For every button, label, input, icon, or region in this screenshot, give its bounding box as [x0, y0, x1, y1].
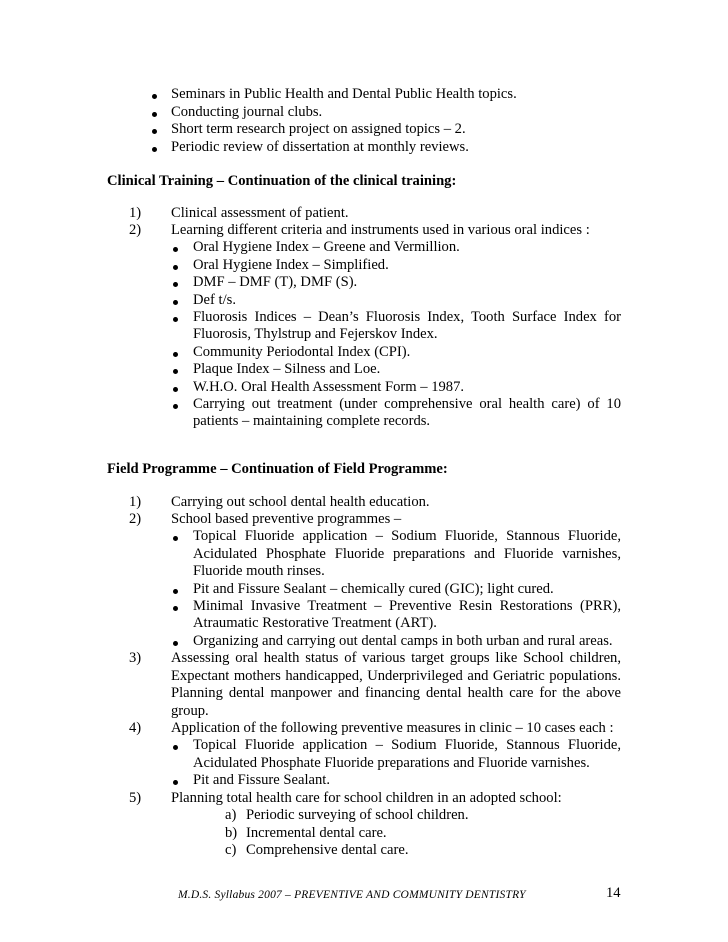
list-item-continuation: Expectant mothers handicapped, Underprivileged and Geriatric populations. [171, 668, 621, 684]
list-number: 1) [129, 205, 142, 221]
bullet-icon [173, 606, 178, 611]
list-letter: a) [225, 807, 237, 823]
list-item: Learning different criteria and instruments used in various oral indices : [171, 222, 590, 238]
list-item: Short term research project on assigned topics – 2. [171, 121, 466, 137]
list-item: Oral Hygiene Index – Simplified. [193, 257, 389, 273]
bullet-icon [173, 536, 178, 541]
bullet-icon [173, 369, 178, 374]
bullet-icon [173, 589, 178, 594]
bullet-icon [152, 129, 157, 134]
list-item: Clinical assessment of patient. [171, 205, 349, 221]
bullet-icon [173, 352, 178, 357]
list-item: Application of the following preventive measures in clinic – 10 cases each : [171, 720, 614, 736]
bullet-icon [173, 387, 178, 392]
list-item: Assessing oral health status of various target groups like School children, [171, 650, 621, 666]
list-number: 2) [129, 222, 142, 238]
list-item: Oral Hygiene Index – Greene and Vermillion. [193, 239, 460, 255]
list-item: School based preventive programmes – [171, 511, 402, 527]
list-item: Carrying out school dental health education. [171, 494, 430, 510]
bullet-icon [173, 404, 178, 409]
bullet-icon [173, 265, 178, 270]
list-item-continuation: Fluoride mouth rinses. [193, 563, 325, 579]
bullet-icon [173, 745, 178, 750]
list-item: Pit and Fissure Sealant. [193, 772, 331, 788]
list-number: 5) [129, 790, 142, 806]
list-item-continuation: Acidulated Phosphate Fluoride preparations and Fluoride varnishes. [193, 755, 590, 771]
list-item: Comprehensive dental care. [246, 842, 409, 858]
list-item-continuation: Fluorosis, Thylstrup and Fejerskov Index. [193, 326, 438, 342]
list-item: DMF – DMF (T), DMF (S). [193, 274, 358, 290]
list-letter: b) [225, 825, 238, 841]
list-item: Incremental dental care. [246, 825, 387, 841]
bullet-icon [173, 780, 178, 785]
bullet-icon [152, 147, 157, 152]
list-item: Conducting journal clubs. [171, 104, 323, 120]
page-number: 14 [606, 885, 621, 901]
list-number: 3) [129, 650, 142, 666]
list-item: Periodic review of dissertation at monthly reviews. [171, 139, 469, 155]
list-number: 1) [129, 494, 142, 510]
bullet-icon [173, 300, 178, 305]
list-number: 4) [129, 720, 142, 736]
bullet-icon [173, 282, 178, 287]
list-item: Plaque Index – Silness and Loe. [193, 361, 381, 377]
list-item: Minimal Invasive Treatment – Preventive Resin Restorations (PRR), [193, 598, 621, 614]
list-item-continuation: patients – maintaining complete records. [193, 413, 431, 429]
section-heading-clinical-training: Clinical Training – Continuation of the clinical training: [107, 173, 457, 189]
list-item: Def t/s. [193, 292, 236, 308]
section-heading-field-programme: Field Programme – Continuation of Field Programme: [107, 461, 448, 477]
list-number: 2) [129, 511, 142, 527]
list-item: Periodic surveying of school children. [246, 807, 469, 823]
bullet-icon [152, 112, 157, 117]
list-item: Community Periodontal Index (CPI). [193, 344, 411, 360]
list-item-continuation: group. [171, 703, 209, 719]
bullet-icon [173, 317, 178, 322]
list-item-continuation: Atraumatic Restorative Treatment (ART). [193, 615, 437, 631]
list-item: Topical Fluoride application – Sodium Fluoride, Stannous Fluoride, [193, 737, 621, 753]
footer-title: M.D.S. Syllabus 2007 – PREVENTIVE AND COMMUNITY DENTISTRY [178, 889, 526, 901]
list-item: Planning total health care for school children in an adopted school: [171, 790, 562, 806]
list-item: Fluorosis Indices – Dean’s Fluorosis Index, Tooth Surface Index for [193, 309, 621, 325]
list-item: W.H.O. Oral Health Assessment Form – 1987. [193, 379, 465, 395]
bullet-icon [152, 94, 157, 99]
bullet-icon [173, 247, 178, 252]
list-item-continuation: Acidulated Phosphate Fluoride preparations and Fluoride varnishes, [193, 546, 621, 562]
list-item: Carrying out treatment (under comprehensive oral health care) of 10 [193, 396, 621, 412]
list-item: Organizing and carrying out dental camps in both urban and rural areas. [193, 633, 613, 649]
bullet-icon [173, 641, 178, 646]
list-item: Topical Fluoride application – Sodium Fluoride, Stannous Fluoride, [193, 528, 621, 544]
list-item: Pit and Fissure Sealant – chemically cured (GIC); light cured. [193, 581, 554, 597]
list-item: Seminars in Public Health and Dental Public Health topics. [171, 86, 517, 102]
list-item-continuation: Planning dental manpower and financing dental health care for the above [171, 685, 621, 701]
list-letter: c) [225, 842, 237, 858]
